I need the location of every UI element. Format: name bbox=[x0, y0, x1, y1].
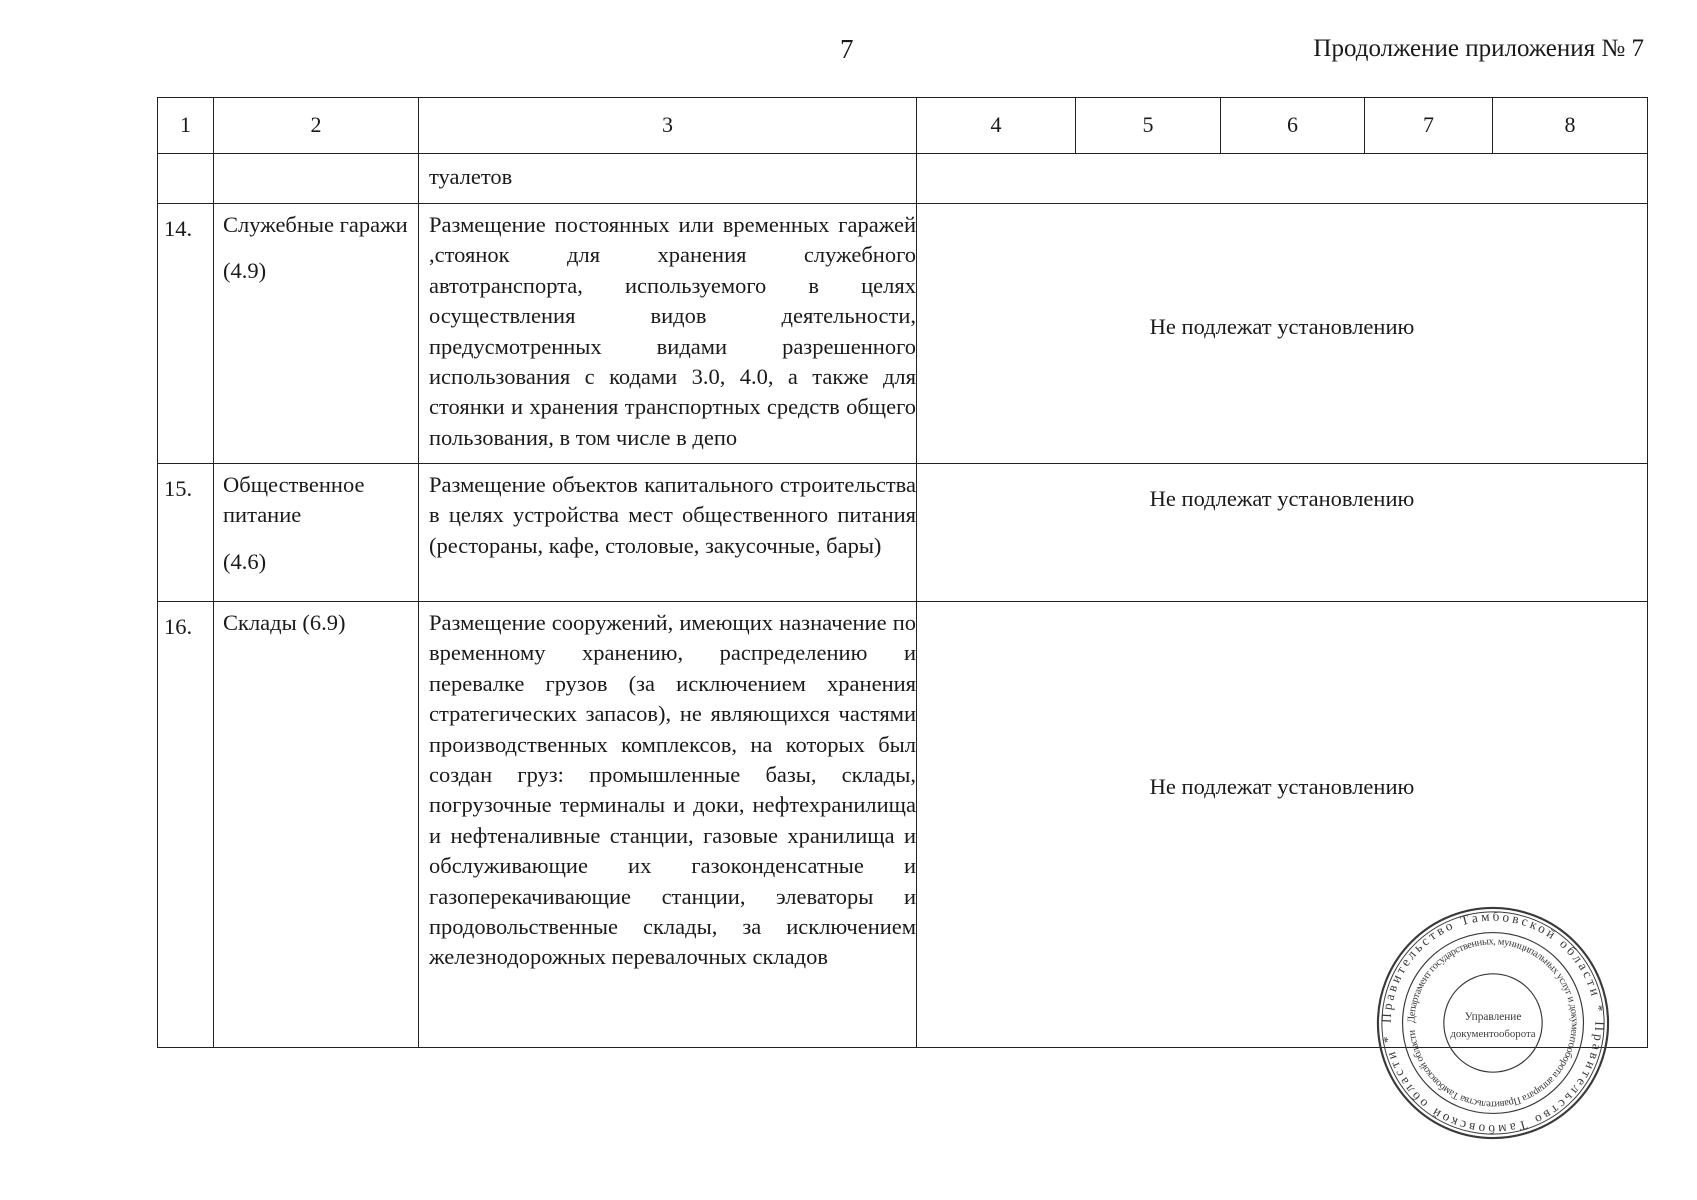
column-number: 3 bbox=[419, 98, 917, 154]
row-note-cell bbox=[917, 464, 1648, 602]
row-name-cell bbox=[214, 154, 419, 204]
official-seal-stamp bbox=[1375, 905, 1611, 1141]
column-number: 7 bbox=[1365, 98, 1493, 154]
row-note-cell bbox=[917, 204, 1648, 464]
table-row bbox=[158, 204, 1648, 464]
page-number: 7 bbox=[840, 34, 854, 64]
table-row-continuation bbox=[158, 154, 1648, 204]
row-name-cell bbox=[214, 204, 419, 464]
row-number: 16. bbox=[158, 602, 214, 1048]
row-description: Размещение сооружений, имеющих назначение по временному хранению, распределению и перевалке грузов (за исключением хранения стратегических запасов), не являющихся частями производственных комплексов, на которых был создан груз: промышленные базы, склады, погрузочные терминалы и доки, нефтехранилища и нефтеналивные станции, газовые хранилища и обслуживающие их газоконденсатные и газоперекачивающие станции, элеваторы и продовольственные склады, за исключением железнодорожных перевалочных складов bbox=[419, 602, 917, 1048]
seal-outer-text: Правительство Тамбовской области * Правительство Тамбовской области * bbox=[1378, 908, 1608, 1138]
table-row bbox=[158, 464, 1648, 602]
row-note: Не подлежат установлению bbox=[1149, 486, 1415, 511]
row-code: (4.6) bbox=[223, 548, 267, 574]
row-description: Размещение объектов капитального строительства в целях устройства мест общественного питания (рестораны, кафе, столовые, закусочные, бары) bbox=[419, 464, 917, 602]
column-number: 5 bbox=[1076, 98, 1221, 154]
column-number: 6 bbox=[1221, 98, 1365, 154]
seal-center-line2: документооборота bbox=[1450, 1027, 1536, 1040]
column-number: 4 bbox=[917, 98, 1076, 154]
row-name: Склады (6.9) bbox=[223, 610, 346, 635]
appendix-continuation-label: Продолжение приложения № 7 bbox=[1313, 35, 1644, 62]
column-number: 2 bbox=[214, 98, 419, 154]
row-note: Не подлежат установлению bbox=[1149, 314, 1415, 339]
row-description: Размещение постоянных или временных гаражей ,стоянок для хранения служебного автотранспорта, используемого в целях осуществления видов деятельности, предусмотренных видами разрешенного использования с кодами 3.0, 4.0, а также для стоянки и хранения транспортных средств общего пользования, в том числе в депо bbox=[419, 204, 917, 464]
row-name-cell bbox=[214, 464, 419, 602]
column-number-row bbox=[158, 98, 1648, 154]
row-note: Не подлежат установлению bbox=[1149, 774, 1415, 799]
column-number: 8 bbox=[1493, 98, 1648, 154]
seal-center-line1: Управление bbox=[1464, 1011, 1522, 1024]
row-name-cell bbox=[214, 602, 419, 1048]
row-code: (4.9) bbox=[223, 258, 267, 284]
row-name: Общественное питание bbox=[223, 472, 365, 528]
row-note-cell bbox=[917, 154, 1648, 204]
row-description: туалетов bbox=[419, 154, 917, 204]
seal-inner-text: Департамент государственных, муниципальных услуг и документооборота аппарата Правительства Тамбовской области bbox=[1406, 936, 1580, 1110]
row-number: 15. bbox=[158, 464, 214, 602]
row-name: Служебные гаражи bbox=[223, 212, 408, 237]
row-number-cell bbox=[158, 154, 214, 204]
row-number: 14. bbox=[158, 204, 214, 464]
column-number: 1 bbox=[158, 98, 214, 154]
